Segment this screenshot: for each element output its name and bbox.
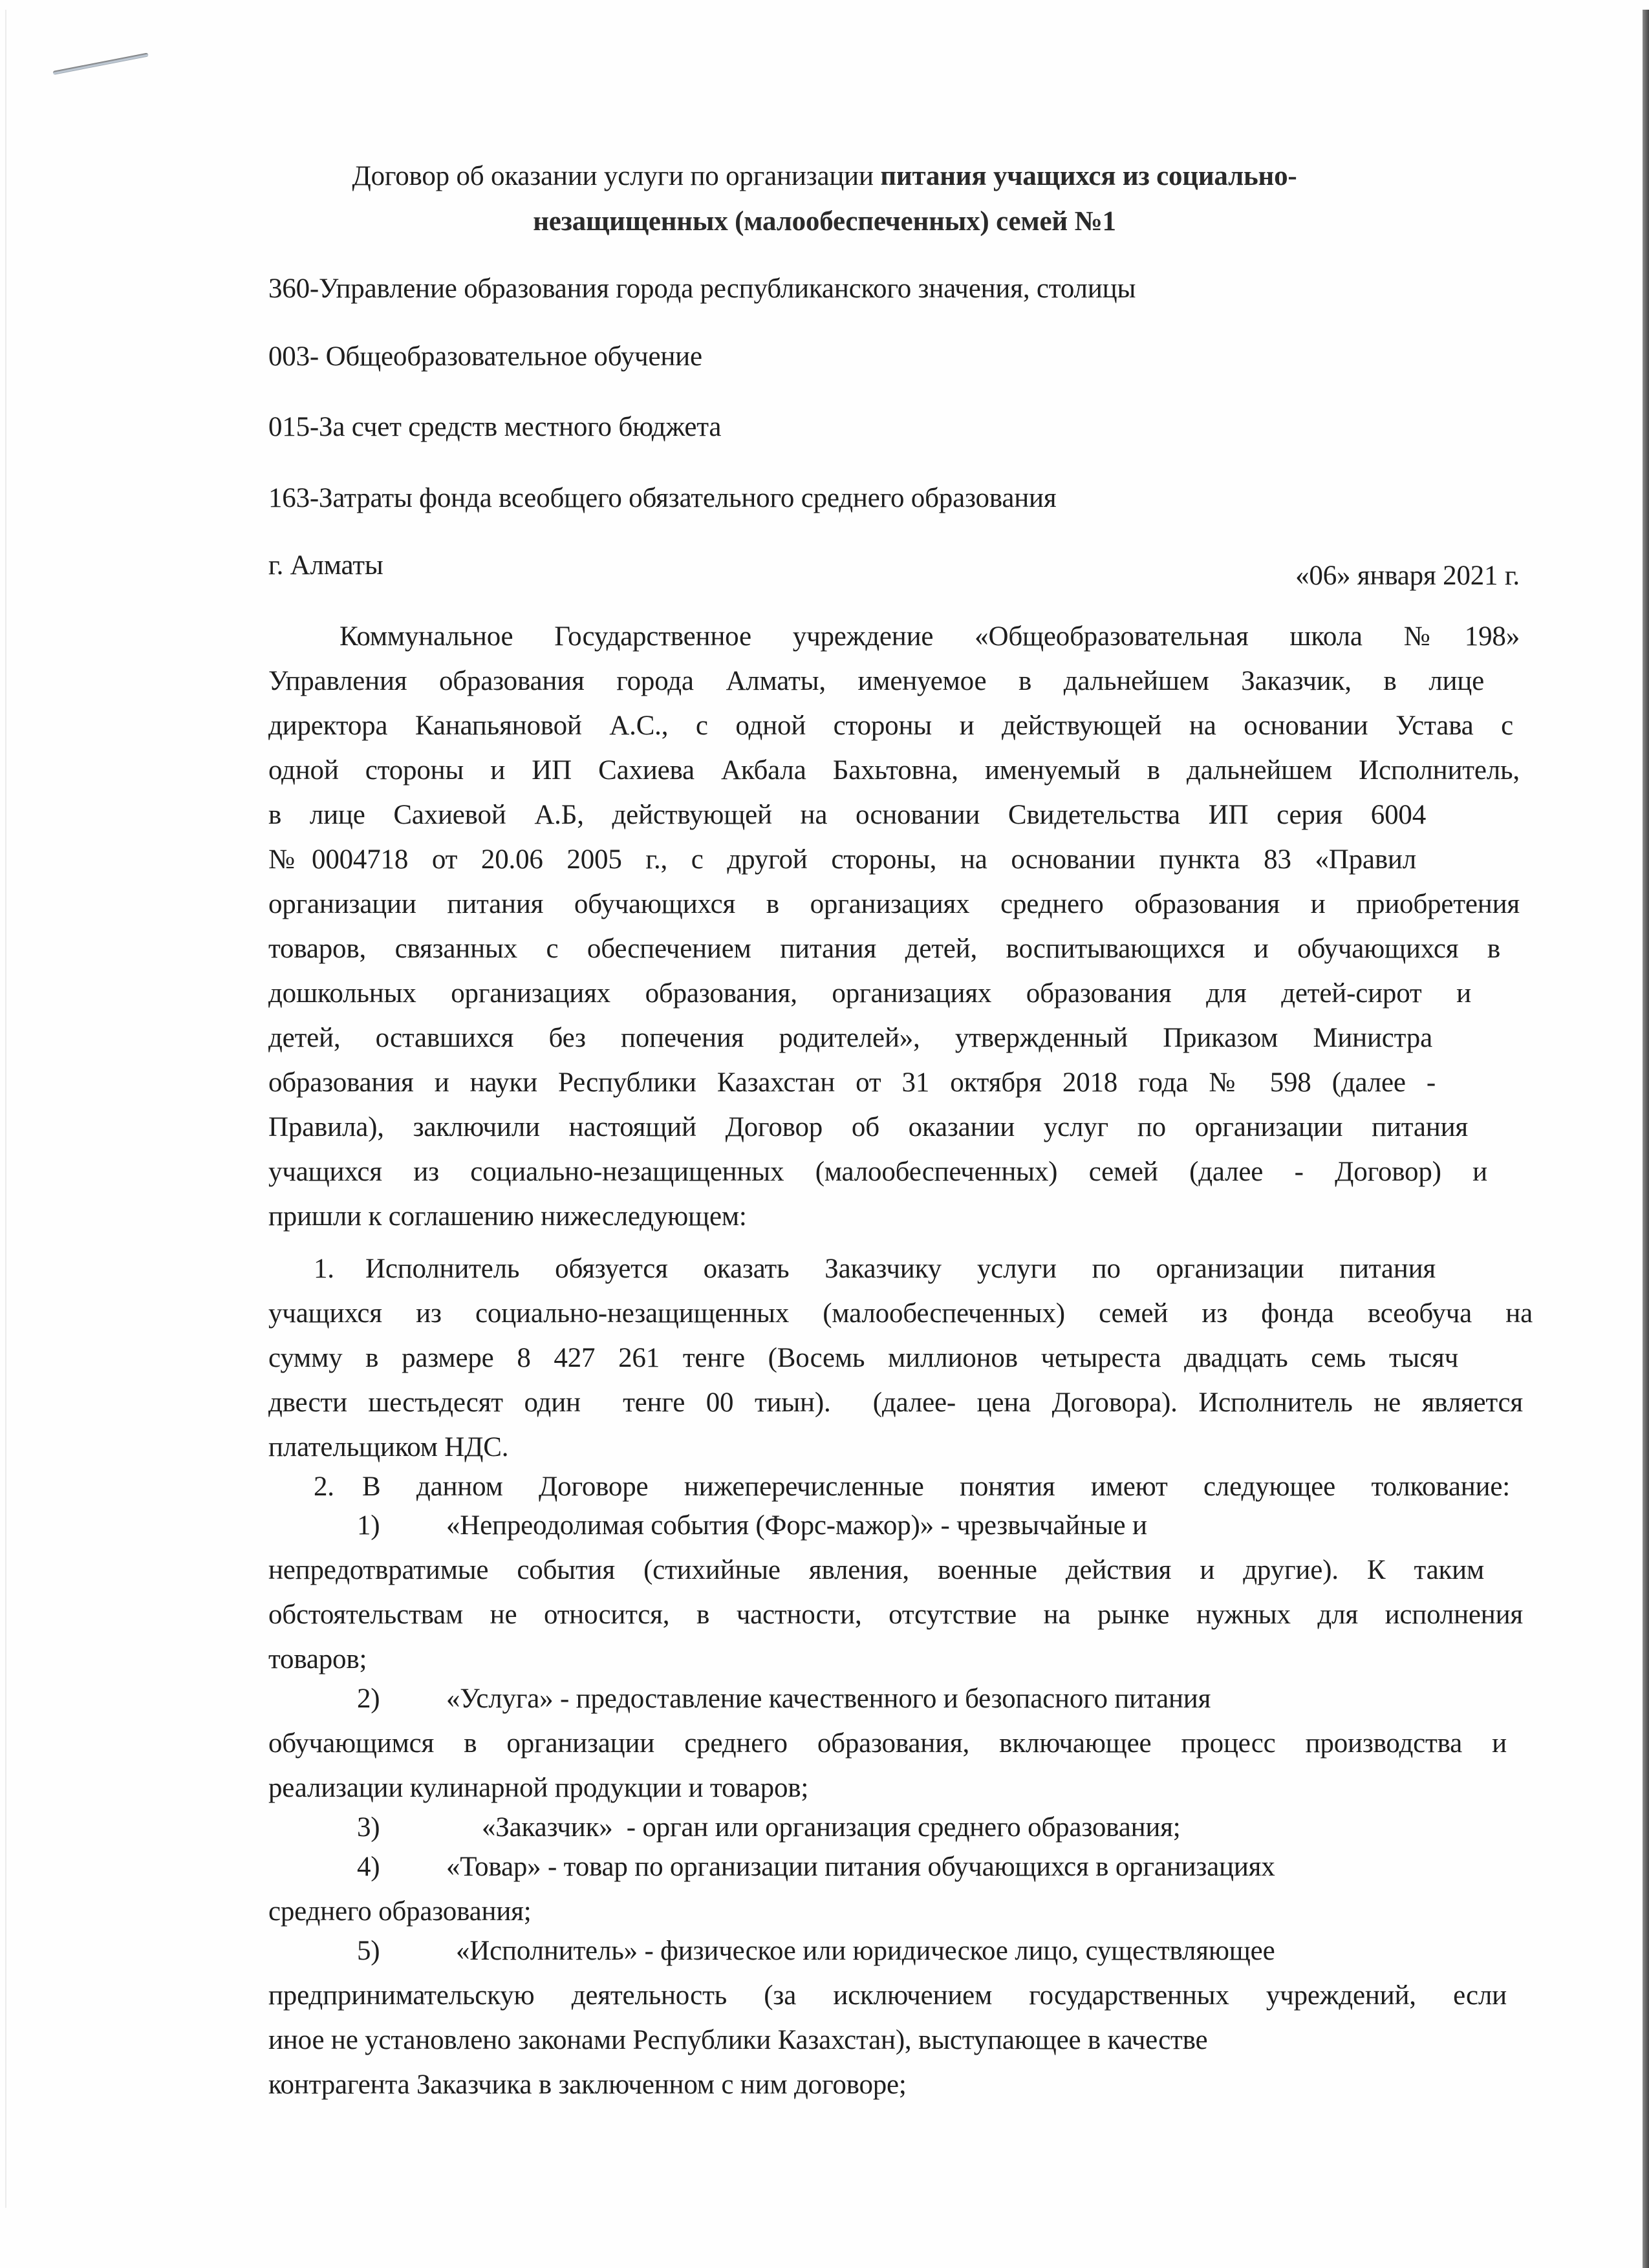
preamble-line: пришли к соглашению нижеследующем: [268,1201,747,1232]
preamble-line: детей, оставшихся без попечения родителей», утвержденный Приказом Министра [268,1023,1432,1053]
staple-mark-icon [52,52,148,75]
preamble-line: учащихся из социально-незащищенных (малообеспеченных) семей (далее - Договор) и [268,1157,1487,1187]
preamble-line: Правила), заключили настоящий Договор об оказании услуг по организации питания [268,1112,1468,1142]
clause-line: учащихся из социально-незащищенных (малообеспеченных) семей из фонда всеобуча на [268,1298,1533,1329]
document-title-line-1 [0,160,1649,193]
clause-intro: В данном Договоре нижеперечисленные понятия имеют следующее толкование: [362,1471,1510,1502]
budget-code-003: 003- Общеобразовательное обучение [268,341,702,372]
preamble-line: в лице Сахиевой А.Б, действующей на основании Свидетельства ИП серия 6004 [268,800,1426,830]
clause-line: сумму в размере 8 427 261 тенге (Восемь миллионов четыреста двадцать семь тысяч [268,1343,1458,1373]
scan-edge-left [5,10,6,2208]
preamble-line: Управления образования города Алматы, именуемое в дальнейшем Заказчик, в лице [268,666,1484,696]
budget-code-360: 360-Управление образования города республиканского значения, столицы [268,273,1136,304]
definition-line: иное не установлено законами Республики Казахстан), выступающее в качестве [268,2025,1208,2055]
title-normal: Договор об оказании услуги по организации [352,161,881,191]
clause-line: двести шестьдесят один тенге 00 тиын). (далее- цена Договора). Исполнитель не является [268,1387,1523,1418]
definition-line: товаров; [268,1644,367,1674]
definition-number: 1) [357,1510,380,1541]
definition-line: обстоятельствам не относится, в частности, отсутствие на рынке нужных для исполнения [268,1599,1523,1630]
contract-place: г. Алматы [268,550,383,581]
definition-line: контрагента Заказчика в заключенном с ним договоре; [268,2070,907,2100]
definition-number: 5) [357,1936,380,1966]
clause-line: Исполнитель обязуется оказать Заказчику услуги по организации питания [365,1254,1436,1284]
preamble-line: №0004718 от 20.06 2005 г., с другой стороны, на основании пункта 83 «Правил [268,844,1416,875]
definition-number: 3) [357,1812,380,1843]
definition-number: 4) [357,1852,380,1882]
definition-line: предпринимательскую деятельность (за исключением государственных учреждений, если [268,1980,1507,2011]
definition-line: среднего образования; [268,1896,532,1927]
preamble-line: дошкольных организациях образования, организациях образования для детей-сирот и [268,978,1471,1009]
title-bold: питания учащихся из социально- [880,161,1297,191]
definition-line: реализации кулинарной продукции и товаров; [268,1773,809,1803]
preamble-line: образования и науки Республики Казахстан от 31 октября 2018 года № 598 (далее - [268,1067,1436,1098]
preamble-line: Коммунальное Государственное учреждение «Общеобразовательная школа №198» [339,621,1520,652]
budget-code-015: 015-За счет средств местного бюджета [268,412,722,442]
preamble-line: директора Канапьяновой А.С., с одной стороны и действующей на основании Устава с [268,711,1513,741]
budget-code-163: 163-Затраты фонда всеобщего обязательного среднего образования [268,483,1057,513]
clause-number: 2. [314,1471,334,1502]
definition-number: 2) [357,1684,380,1714]
definition-line: «Заказчик» - орган или организация среднего образования; [482,1812,1181,1843]
definition-line: обучающимся в организации среднего образования, включающее процесс производства и [268,1728,1507,1759]
preamble-line: организации питания обучающихся в организациях среднего образования и приобретения [268,889,1520,919]
preamble-line: одной стороны и ИП Сахиева Акбала Бахьтовна, именуемый в дальнейшем Исполнитель, [268,755,1520,786]
definition-line: непредотвратимые события (стихийные явления, военные действия и другие). К таким [268,1555,1484,1585]
title-line-2-text: незащищенных (малообеспеченных) семей №1 [533,206,1116,237]
clause-line: плательщиком НДС. [268,1432,509,1462]
contract-date: «06» января 2021 г. [1295,561,1520,591]
definition-line: «Исполнитель» - физическое или юридическое лицо, существляющее [456,1936,1275,1966]
clause-number: 1. [314,1254,334,1284]
definition-line: «Товар» - товар по организации питания обучающихся в организациях [446,1852,1275,1882]
definition-line: «Услуга» - предоставление качественного и безопасного питания [446,1684,1211,1714]
scan-edge-shadow [1643,10,1649,2268]
definition-line: «Непреодолимая события (Форс-мажор)» - чрезвычайные и [446,1510,1147,1541]
preamble-line: товаров, связанных с обеспечением питания детей, воспитывающихся и обучающихся в [268,934,1500,964]
document-title-line-2 [0,206,1649,238]
